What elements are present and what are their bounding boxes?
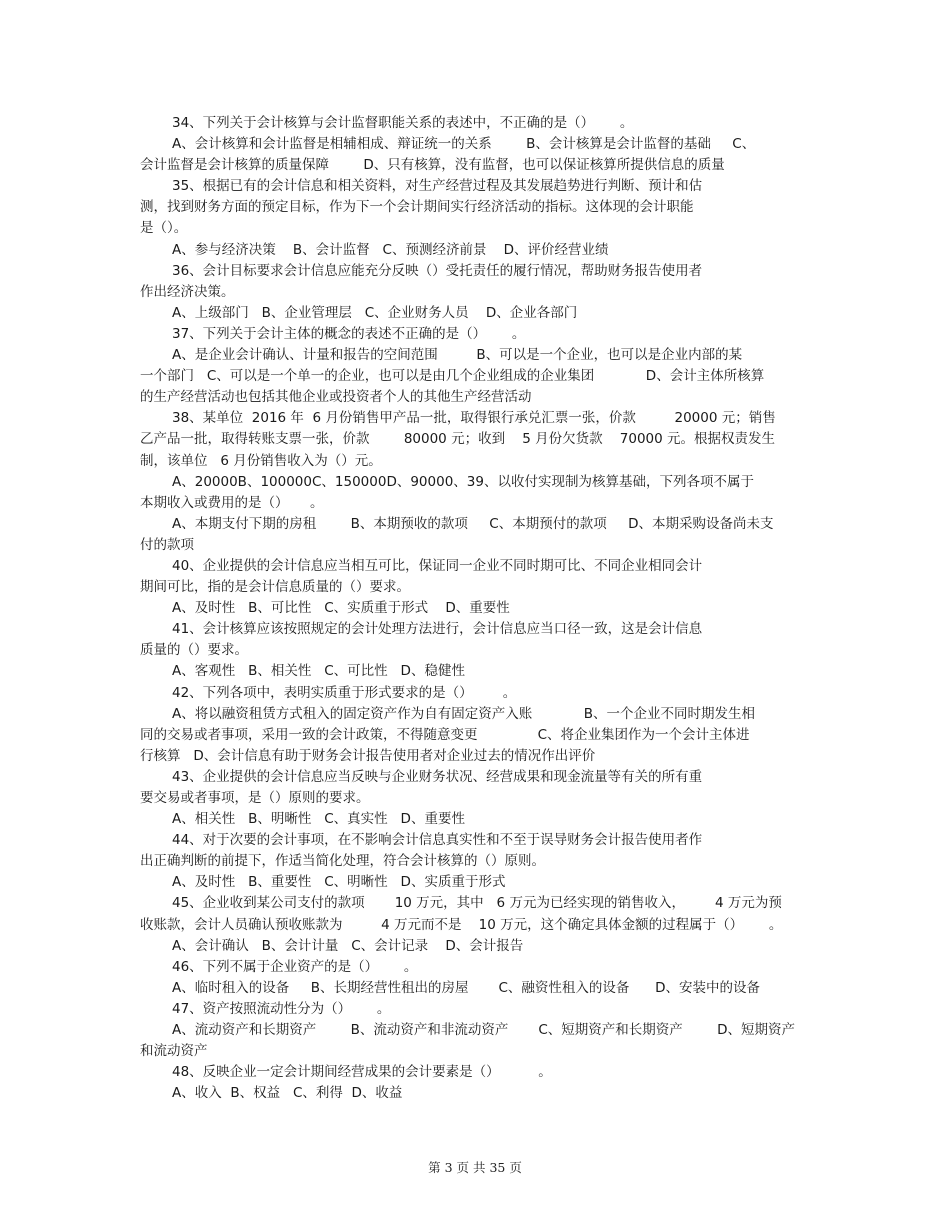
text-line: 42、下列各项中，表明实质重于形式要求的是（） 。	[172, 684, 517, 701]
text-line: 测，找到财务方面的预定目标，作为下一个会计期间实行经济活动的指标。这体现的会计职能	[140, 199, 694, 216]
text-line: 38、某单位 2016 年 6 月份销售甲产品一批，取得银行承兑汇票一张，价款 20000 元；销售	[172, 410, 776, 427]
text-line: A、客观性 B、相关性 C、可比性 D、稳健性	[172, 663, 465, 680]
text-line: A、临时租入的设备 B、长期经营性租出的房屋 C、融资性租入的设备 D、安装中的设备	[172, 979, 761, 996]
text-line: A、会计确认 B、会计计量 C、会计记录 D、会计报告	[172, 937, 524, 954]
text-line: 质量的（）要求。	[140, 642, 248, 659]
text-line: A、20000B、100000C、150000D、90000、39、以收付实现制为核算基础，下列各项不属于	[172, 473, 754, 490]
text-line: 37、下列关于会计主体的概念的表述不正确的是（） 。	[172, 325, 526, 342]
text-line: A、参与经济决策 B、会计监督 C、预测经济前景 D、评价经营业绩	[172, 241, 609, 258]
text-line: 出正确判断的前提下，作适当简化处理，符合会计核算的（）原则。	[140, 853, 545, 870]
text-line: 作出经济决策。	[140, 283, 235, 300]
text-line: 乙产品一批，取得转账支票一张，价款 80000 元；收到 5 月份欠货款 70000 元。根据权责发生	[140, 431, 776, 448]
text-line: 期间可比，指的是会计信息质量的（）要求。	[140, 579, 410, 596]
question-list	[140, 113, 820, 1104]
text-line: 的生产经营活动也包括其他企业或投资者个人的其他生产经营活动	[140, 389, 532, 406]
text-line: A、上级部门 B、企业管理层 C、企业财务人员 D、企业各部门	[172, 304, 578, 321]
page-footer: 第 3 页 共 35 页	[428, 1160, 522, 1175]
text-line: 36、会计目标要求会计信息应能充分反映（）受托责任的履行情况，帮助财务报告使用者	[172, 262, 703, 279]
text-line: 是（）。	[140, 220, 188, 237]
text-line: 行核算 D、会计信息有助于财务会计报告使用者对企业过去的情况作出评价	[140, 747, 596, 764]
text-line: 46、下列不属于企业资产的是（） 。	[172, 958, 418, 975]
text-line: 同的交易或者事项，采用一致的会计政策，不得随意变更 C、将企业集团作为一个会计主体进	[140, 726, 750, 743]
text-line: 43、企业提供的会计信息应当反映与企业财务状况、经营成果和现金流量等有关的所有重	[172, 768, 703, 785]
text-line: 和流动资产	[140, 1043, 208, 1060]
text-line: A、将以融资租赁方式租入的固定资产作为自有固定资产入账 B、一个企业不同时期发生相	[172, 705, 755, 722]
text-line: A、会计核算和会计监督是相辅相成、辩证统一的关系 B、会计核算是会计监督的基础 C、	[172, 136, 756, 153]
text-line: A、本期支付下期的房租 B、本期预收的款项 C、本期预付的款项 D、本期采购设备尚未支	[172, 515, 774, 532]
text-line: 付的款项	[140, 536, 194, 553]
text-line: 35、根据已有的会计信息和相关资料，对生产经营过程及其发展趋势进行判断、预计和估	[172, 178, 703, 195]
text-line: A、收入 B、权益 C、利得 D、收益	[172, 1085, 403, 1102]
text-line: 41、会计核算应该按照规定的会计处理方法进行，会计信息应当口径一致，这是会计信息	[172, 621, 703, 638]
text-line: 34、下列关于会计核算与会计监督职能关系的表述中，不正确的是（） 。	[172, 115, 634, 131]
text-line: A、及时性 B、可比性 C、实质重于形式 D、重要性	[172, 600, 510, 617]
text-line: 40、企业提供的会计信息应当相互可比，保证同一企业不同时期可比、不同企业相同会计	[172, 557, 703, 574]
text-line: 要交易或者事项，是（）原则的要求。	[140, 790, 370, 806]
text-line: 48、反映企业一定会计期间经营成果的会计要素是（） 。	[172, 1064, 552, 1081]
text-line: 一个部门 C、可以是一个单一的企业，也可以是由几个企业组成的企业集团 D、会计主体所核算	[140, 368, 765, 385]
text-line: 制，该单位 6 月份销售收入为（）元。	[140, 452, 382, 469]
text-line: A、流动资产和长期资产 B、流动资产和非流动资产 C、短期资产和长期资产 D、短期资产	[172, 1022, 796, 1039]
text-line: 45、企业收到某公司支付的款项 10 万元，其中 6 万元为已经实现的销售收入， 4 万元为预	[172, 895, 782, 912]
text-line: 47、资产按照流动性分为（） 。	[172, 1000, 391, 1017]
text-line: 本期收入或费用的是（） 。	[140, 494, 324, 511]
text-line: A、相关性 B、明晰性 C、真实性 D、重要性	[172, 811, 465, 828]
text-line: 44、对于次要的会计事项，在不影响会计信息真实性和不至于误导财务会计报告使用者作	[172, 832, 703, 849]
text-line: A、及时性 B、重要性 C、明晰性 D、实质重于形式	[172, 874, 506, 891]
text-line: 会计监督是会计核算的质量保障 D、只有核算，没有监督，也可以保证核算所提供信息的质量	[140, 157, 725, 174]
text-line: A、是企业会计确认、计量和报告的空间范围 B、可以是一个企业，也可以是企业内部的某	[172, 347, 743, 364]
text-line: 收账款，会计人员确认预收账款为 4 万元而不是 10 万元，这个确定具体金额的过程属于（） 。	[140, 916, 783, 933]
